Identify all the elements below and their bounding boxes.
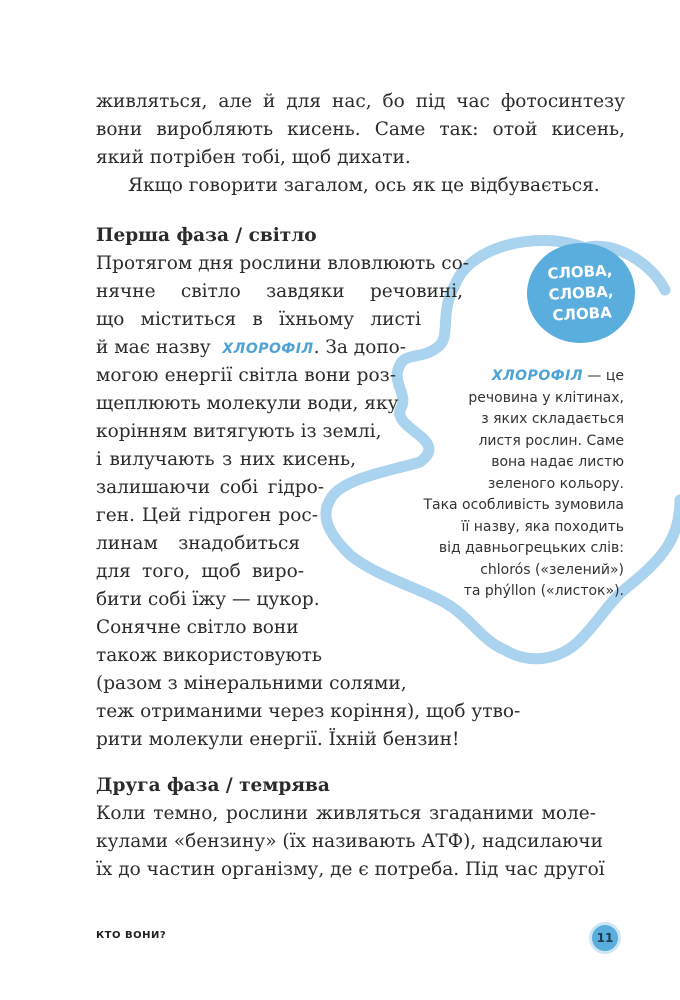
body-line: Коли темно, рослини живляться згаданими моле- bbox=[96, 803, 596, 824]
sidebar-line: вона надає листю bbox=[491, 454, 624, 470]
body-line: бити собі їжу — цукор. bbox=[96, 589, 320, 610]
sidebar-line: з яких складається bbox=[481, 411, 624, 427]
body-line: кулами «бензину» (їх називають АТФ), надсилаючи bbox=[96, 831, 603, 852]
body-line: їх до частин організму, де є потреба. Під час другої bbox=[96, 859, 605, 880]
body-line: і вилучають з них кисень, bbox=[96, 449, 356, 470]
running-title: КТО ВОНИ? bbox=[96, 930, 167, 941]
body-line: для того, щоб виро- bbox=[96, 561, 304, 582]
body-line: Протягом дня рослини вловлюють со- bbox=[96, 253, 469, 274]
sidebar-line: Така особливість зумовила bbox=[423, 497, 624, 513]
section-heading-phase-2: Друга фаза / темрява bbox=[96, 775, 330, 796]
sidebar-line bbox=[364, 366, 624, 388]
sidebar-line: речовина у клітинах, bbox=[468, 389, 624, 406]
body-line: Якщо говорити загалом, ось як це відбувається. bbox=[128, 175, 600, 196]
badge-line: СЛОВА, bbox=[548, 281, 614, 304]
sidebar-line: та phýllon («листок»). bbox=[463, 583, 624, 599]
body-line: могою енергії світла вони роз- bbox=[96, 365, 396, 386]
body-line: линам знадобиться bbox=[96, 533, 300, 554]
sidebar-definition bbox=[364, 366, 624, 603]
sidebar-line: зеленого кольору. bbox=[487, 475, 624, 492]
body-line: вони виробляють кисень. Саме так: отой кисень, bbox=[96, 119, 625, 140]
term-highlight: ХЛОРОФІЛ bbox=[222, 341, 314, 357]
body-line: щеплюють молекули води, яку bbox=[96, 393, 399, 414]
page-number: 11 bbox=[589, 922, 621, 954]
body-line: Сонячне світло вони bbox=[96, 617, 299, 638]
body-line: залишаючи собі гідро- bbox=[96, 477, 324, 498]
sidebar-term: ХЛОРОФІЛ bbox=[491, 368, 583, 384]
body-line: ген. Цей гідроген рос- bbox=[96, 505, 318, 526]
sidebar-line: від давньогрецьких слів: bbox=[438, 540, 624, 556]
sidebar-line: її назву, яка походить bbox=[461, 518, 624, 535]
body-line: (разом з мінеральними солями, bbox=[96, 673, 407, 694]
body-line bbox=[96, 334, 406, 362]
body-line-text: й має назву bbox=[96, 337, 211, 358]
body-line: рити молекули енергії. Їхній бензин! bbox=[96, 729, 460, 750]
badge-line: СЛОВА bbox=[552, 302, 613, 325]
sidebar-line: листя рослин. Саме bbox=[478, 432, 624, 449]
sidebar-line: chlorós («зелений») bbox=[480, 561, 624, 578]
body-line: що міститься в їхньому листі bbox=[96, 309, 421, 330]
body-line: корінням витягують із землі, bbox=[96, 421, 382, 442]
body-line-text: . За допо- bbox=[313, 337, 407, 358]
badge-line: СЛОВА, bbox=[546, 260, 613, 283]
section-heading-phase-1: Перша фаза / світло bbox=[96, 225, 317, 246]
body-line: нячне світло завдяки речовині, bbox=[96, 281, 463, 302]
body-line: також використовують bbox=[96, 645, 322, 666]
body-line: який потрібен тобі, щоб дихати. bbox=[96, 147, 411, 168]
sidebar-line-text: — це bbox=[582, 368, 624, 384]
body-line: живляться, але й для нас, бо під час фотосинтезу bbox=[96, 91, 625, 112]
body-line: теж отриманими через коріння), щоб утво- bbox=[96, 701, 521, 722]
